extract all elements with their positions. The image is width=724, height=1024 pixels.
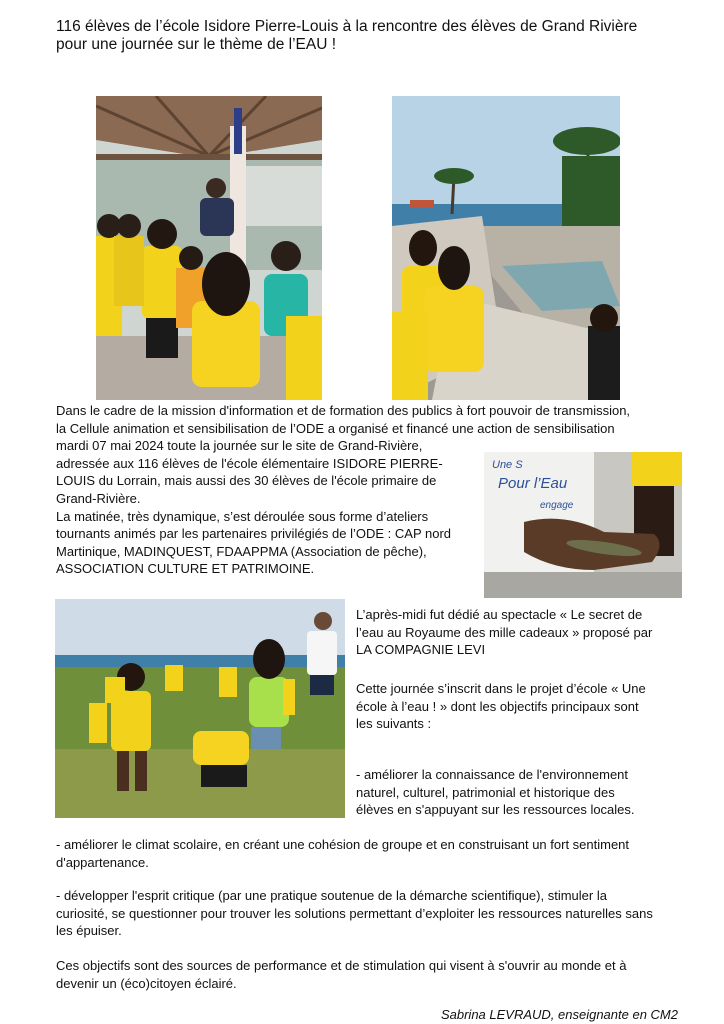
photo-kiosk-group xyxy=(96,96,322,400)
afternoon-paragraph: L’après-midi fut dédié au spectacle « Le secret de l’eau au Royaume des mille cadeaux » proposé par LA COMPAGNIE LEVI xyxy=(356,607,653,658)
author-signature: Sabrina LEVRAUD, enseignante en CM2 xyxy=(440,1007,678,1022)
objective-3: - développer l'esprit critique (par une pratique soutenue de la démarche scientifique), stimuler la curiosité, se questionner pour trouver les solutions permettant d’exploiter les ressources naturelles sans les épuiser. xyxy=(56,888,653,939)
project-paragraph: Cette journée s’inscrit dans le projet d’école « Une école à l’eau ! » dont les objectifs principaux sont les suivants : xyxy=(356,681,646,732)
bottle-text-2: Une S xyxy=(492,459,523,471)
page-title: 116 élèves de l’école Isidore Pierre-Louis à la rencontre des élèves de Grand Rivière pour une journée sur le thème de l’EAU ! xyxy=(56,18,638,53)
shirt-text: Pour l’Eau xyxy=(498,475,568,492)
objective-1: - améliorer la connaissance de l'environnement naturel, culturel, patrimonial et historique des élèves en s'appuyant sur les ressources locales. xyxy=(356,767,635,818)
conclusion-paragraph: Ces objectifs sont des sources de performance et de stimulation qui visent à s'ouvrir au monde et à devenir un (éco)citoyen éclairé. xyxy=(56,958,627,991)
intro-paragraph: Dans le cadre de la mission d'information et de formation des publics à fort pouvoir de transmission, la Cellule animation et sensibilisation de l’ODE a organisé et financé une action de sensibilisation mardi 07 mai 2024 toute la journée sur le site de Grand-Rivière, adressée aux 116 élèves de l'école élémentaire ISIDORE PIERRE- LOUIS du Lorrain, mais aussi des 30 élèves de l'école primaire de Grand-Rivière. La matinée, très dynamique, s’est déroulée sous forme d’ateliers tournants animés par les partenaires privilégiés de l’ODE : CAP nord Martinique, MADINQUEST, FDAAPPMA (Association de pêche), ASSOCIATION CULTURE ET PATRIMOINE. xyxy=(56,403,631,577)
photo-fish-hand xyxy=(484,452,682,598)
shirt-text-2: engage xyxy=(540,500,574,511)
objective-2: - améliorer le climat scolaire, en créant une cohésion de groupe et en construisant un fort sentiment d'appartenance. xyxy=(56,837,630,870)
photo-river-sea xyxy=(392,96,620,400)
photo-circle-game xyxy=(55,599,345,818)
